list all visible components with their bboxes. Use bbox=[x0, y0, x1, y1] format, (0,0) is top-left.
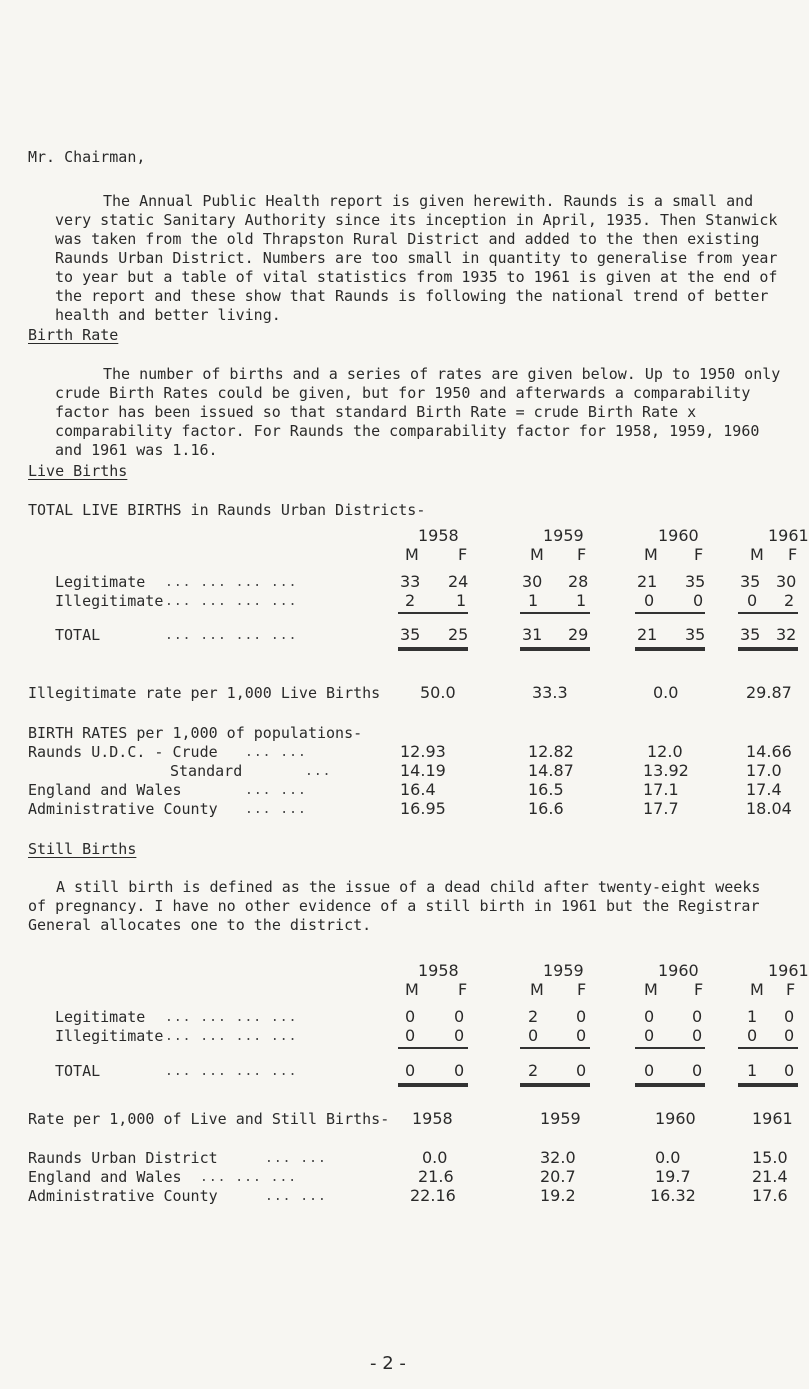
rate-standard-1961: 17.0 bbox=[746, 761, 782, 780]
sb-rate-ac-1961: 17.6 bbox=[752, 1186, 788, 1205]
sb-illegit-1961-m: 0 bbox=[747, 1026, 758, 1045]
sb-sex-m: M bbox=[405, 980, 419, 999]
lb-legit-1959-m: 30 bbox=[522, 572, 543, 591]
lb-sex-m: M bbox=[750, 545, 764, 564]
sb-total-1959-f: 0 bbox=[576, 1061, 587, 1080]
rate-admin-county-label: Administrative County bbox=[28, 800, 218, 818]
sb-legit-1960-m: 0 bbox=[644, 1007, 655, 1026]
sb-illegit-1961-f: 0 bbox=[784, 1026, 795, 1045]
sb-legit-1961-f: 0 bbox=[784, 1007, 795, 1026]
double-underline bbox=[398, 1083, 468, 1087]
leader-dots: ... ... ... bbox=[200, 1170, 298, 1185]
leader-dots: ... ... bbox=[245, 745, 307, 760]
lb-sex-m: M bbox=[405, 545, 419, 564]
sb-sex-f: F bbox=[694, 980, 704, 999]
lb-sex-m: M bbox=[530, 545, 544, 564]
leader-dots: ... ... ... ... bbox=[165, 1010, 298, 1025]
lb-total-1961-f: 32 bbox=[776, 625, 797, 644]
lb-illegit-1961-f: 2 bbox=[784, 591, 795, 610]
lb-total-1960-m: 21 bbox=[637, 625, 658, 644]
lb-row-illegitimate-label: Illegitimate bbox=[55, 592, 164, 610]
lb-total-1958-m: 35 bbox=[400, 625, 421, 644]
sb-rate-ew-1959: 20.7 bbox=[540, 1167, 576, 1186]
lb-total-1959-m: 31 bbox=[522, 625, 543, 644]
lb-legit-1958-f: 24 bbox=[448, 572, 469, 591]
sb-legit-1960-f: 0 bbox=[692, 1007, 703, 1026]
sb-row-illegitimate-label: Illegitimate bbox=[55, 1027, 164, 1045]
underline bbox=[398, 1047, 468, 1049]
lb-sex-f: F bbox=[788, 545, 798, 564]
double-underline bbox=[635, 1083, 705, 1087]
sb-rate-ac-label: Administrative County bbox=[28, 1187, 218, 1205]
lb-illegit-rate-1958: 50.0 bbox=[420, 683, 456, 702]
lb-illegit-1959-f: 1 bbox=[576, 591, 587, 610]
double-underline bbox=[398, 647, 468, 651]
rate-england-wales-label: England and Wales bbox=[28, 781, 182, 799]
sb-rate-year-1958: 1958 bbox=[412, 1109, 453, 1128]
sb-sex-m: M bbox=[644, 980, 658, 999]
leader-dots: ... ... ... ... bbox=[165, 1029, 298, 1044]
sb-rate-ew-1958: 21.6 bbox=[418, 1167, 454, 1186]
underline bbox=[520, 1047, 590, 1049]
leader-dots: ... ... bbox=[245, 802, 307, 817]
sb-legit-1961-m: 1 bbox=[747, 1007, 758, 1026]
sb-total-1961-f: 0 bbox=[784, 1061, 795, 1080]
sb-sex-m: M bbox=[530, 980, 544, 999]
still-births-paragraph: A still birth is defined as the issue of a dead child after twenty-eight weeks of pregnancy. I have no other evidence of a still birth in 1961 but the Registrar General allocates one to the district. bbox=[28, 878, 761, 934]
lb-legit-1961-m: 35 bbox=[740, 572, 761, 591]
sb-sex-f: F bbox=[458, 980, 468, 999]
rate-ew-1959: 16.5 bbox=[528, 780, 564, 799]
rate-crude-1960: 12.0 bbox=[647, 742, 683, 761]
underline bbox=[738, 612, 798, 614]
leader-dots: ... ... ... ... bbox=[165, 628, 298, 643]
sb-total-label: TOTAL bbox=[55, 1062, 101, 1080]
leader-dots: ... bbox=[305, 764, 332, 779]
lb-illegit-rate-label: Illegitimate rate per 1,000 Live Births bbox=[28, 684, 381, 702]
sb-total-1960-m: 0 bbox=[644, 1061, 655, 1080]
rate-ac-1961: 18.04 bbox=[746, 799, 792, 818]
sb-total-1959-m: 2 bbox=[528, 1061, 539, 1080]
sb-illegit-1959-f: 0 bbox=[576, 1026, 587, 1045]
rate-raunds-crude-label: Raunds U.D.C. - Crude bbox=[28, 743, 218, 761]
birth-rate-heading: Birth Rate bbox=[28, 326, 119, 344]
sb-legit-1958-f: 0 bbox=[454, 1007, 465, 1026]
lb-illegit-rate-1961: 29.87 bbox=[746, 683, 792, 702]
lb-illegit-1960-f: 0 bbox=[693, 591, 704, 610]
sb-sex-m: M bbox=[750, 980, 764, 999]
lb-illegit-rate-1960: 0.0 bbox=[653, 683, 679, 702]
double-underline bbox=[738, 647, 798, 651]
leader-dots: ... ... bbox=[265, 1189, 327, 1204]
rate-standard-label: Standard bbox=[170, 762, 243, 780]
lb-row-legitimate-label: Legitimate bbox=[55, 573, 146, 591]
sb-rate-year-1961: 1961 bbox=[752, 1109, 793, 1128]
rate-ew-1961: 17.4 bbox=[746, 780, 782, 799]
sb-total-1961-m: 1 bbox=[747, 1061, 758, 1080]
sb-sex-f: F bbox=[786, 980, 796, 999]
sb-row-legitimate-label: Legitimate bbox=[55, 1008, 146, 1026]
rate-ac-1958: 16.95 bbox=[400, 799, 446, 818]
rate-crude-1959: 12.82 bbox=[528, 742, 574, 761]
lb-total-label: TOTAL bbox=[55, 626, 101, 644]
lb-legit-1960-m: 21 bbox=[637, 572, 658, 591]
underline bbox=[398, 612, 468, 614]
sb-illegit-1960-m: 0 bbox=[644, 1026, 655, 1045]
sb-rate-raunds-1961: 15.0 bbox=[752, 1148, 788, 1167]
rate-ac-1960: 17.7 bbox=[643, 799, 679, 818]
page-number: - 2 - bbox=[370, 1353, 406, 1374]
sb-rate-raunds-1958: 0.0 bbox=[422, 1148, 448, 1167]
lb-illegit-1959-m: 1 bbox=[528, 591, 539, 610]
sb-total-1958-m: 0 bbox=[405, 1061, 416, 1080]
rate-ac-1959: 16.6 bbox=[528, 799, 564, 818]
underline bbox=[635, 1047, 705, 1049]
rate-crude-1961: 14.66 bbox=[746, 742, 792, 761]
lb-year-1958: 1958 bbox=[418, 526, 459, 545]
sb-rate-year-1959: 1959 bbox=[540, 1109, 581, 1128]
sb-year-1959: 1959 bbox=[543, 961, 584, 980]
sb-rate-ew-1960: 19.7 bbox=[655, 1167, 691, 1186]
sb-rate-year-1960: 1960 bbox=[655, 1109, 696, 1128]
sb-legit-1958-m: 0 bbox=[405, 1007, 416, 1026]
lb-illegit-rate-1959: 33.3 bbox=[532, 683, 568, 702]
lb-legit-1961-f: 30 bbox=[776, 572, 797, 591]
live-births-heading: Live Births bbox=[28, 462, 128, 480]
salutation: Mr. Chairman, bbox=[28, 148, 146, 166]
lb-illegit-1960-m: 0 bbox=[644, 591, 655, 610]
rate-ew-1960: 17.1 bbox=[643, 780, 679, 799]
double-underline bbox=[520, 1083, 590, 1087]
lb-legit-1960-f: 35 bbox=[685, 572, 706, 591]
sb-rate-ac-1960: 16.32 bbox=[650, 1186, 696, 1205]
sb-illegit-1958-m: 0 bbox=[405, 1026, 416, 1045]
lb-illegit-1961-m: 0 bbox=[747, 591, 758, 610]
lb-total-1959-f: 29 bbox=[568, 625, 589, 644]
sb-rate-raunds-label: Raunds Urban District bbox=[28, 1149, 218, 1167]
underline bbox=[520, 612, 590, 614]
rate-ew-1958: 16.4 bbox=[400, 780, 436, 799]
rate-standard-1959: 14.87 bbox=[528, 761, 574, 780]
lb-total-1961-m: 35 bbox=[740, 625, 761, 644]
leader-dots: ... ... bbox=[245, 783, 307, 798]
lb-legit-1958-m: 33 bbox=[400, 572, 421, 591]
leader-dots: ... ... bbox=[265, 1151, 327, 1166]
live-births-table-title: TOTAL LIVE BIRTHS in Raunds Urban Districts- bbox=[28, 501, 426, 519]
birth-rates-title: BIRTH RATES per 1,000 of populations- bbox=[28, 724, 363, 742]
sb-illegit-1959-m: 0 bbox=[528, 1026, 539, 1045]
lb-illegit-1958-m: 2 bbox=[405, 591, 416, 610]
sb-rate-raunds-1959: 32.0 bbox=[540, 1148, 576, 1167]
sb-rate-raunds-1960: 0.0 bbox=[655, 1148, 681, 1167]
lb-year-1960: 1960 bbox=[658, 526, 699, 545]
rate-standard-1960: 13.92 bbox=[643, 761, 689, 780]
sb-illegit-1960-f: 0 bbox=[692, 1026, 703, 1045]
sb-legit-1959-m: 2 bbox=[528, 1007, 539, 1026]
lb-total-1960-f: 35 bbox=[685, 625, 706, 644]
leader-dots: ... ... ... ... bbox=[165, 575, 298, 590]
rate-crude-1958: 12.93 bbox=[400, 742, 446, 761]
double-underline bbox=[635, 647, 705, 651]
sb-year-1961: 1961 bbox=[768, 961, 809, 980]
lb-sex-f: F bbox=[694, 545, 704, 564]
rate-standard-1958: 14.19 bbox=[400, 761, 446, 780]
sb-legit-1959-f: 0 bbox=[576, 1007, 587, 1026]
sb-sex-f: F bbox=[577, 980, 587, 999]
lb-sex-m: M bbox=[644, 545, 658, 564]
sb-rate-title: Rate per 1,000 of Live and Still Births- bbox=[28, 1110, 390, 1128]
double-underline bbox=[738, 1083, 798, 1087]
leader-dots: ... ... ... ... bbox=[165, 594, 298, 609]
still-births-heading: Still Births bbox=[28, 840, 137, 858]
sb-rate-ew-1961: 21.4 bbox=[752, 1167, 788, 1186]
lb-illegit-1958-f: 1 bbox=[456, 591, 467, 610]
sb-total-1960-f: 0 bbox=[692, 1061, 703, 1080]
sb-illegit-1958-f: 0 bbox=[454, 1026, 465, 1045]
underline bbox=[738, 1047, 798, 1049]
sb-rate-ew-label: England and Wales bbox=[28, 1168, 182, 1186]
lb-year-1961: 1961 bbox=[768, 526, 809, 545]
leader-dots: ... ... ... ... bbox=[165, 1064, 298, 1079]
sb-rate-ac-1959: 19.2 bbox=[540, 1186, 576, 1205]
birth-rate-paragraph: The number of births and a series of rates are given below. Up to 1950 only crude Birth Rates could be given, but for 1950 and afterwards a comparability factor has been issued so that standard Birth Rate = crude Birth Rate x comparability factor. For Raunds the comparability factor for 1958, 1959, 1960 and 1961 was 1.16. bbox=[55, 365, 781, 459]
lb-year-1959: 1959 bbox=[543, 526, 584, 545]
lb-sex-f: F bbox=[577, 545, 587, 564]
double-underline bbox=[520, 647, 590, 651]
underline bbox=[635, 612, 705, 614]
lb-sex-f: F bbox=[458, 545, 468, 564]
sb-total-1958-f: 0 bbox=[454, 1061, 465, 1080]
sb-year-1960: 1960 bbox=[658, 961, 699, 980]
sb-rate-ac-1958: 22.16 bbox=[410, 1186, 456, 1205]
intro-paragraph: The Annual Public Health report is given herewith. Raunds is a small and very static Sanitary Authority since its inception in April, 1935. Then Stanwick was taken from the old Thrapston Rural District and added to the then existing Raunds Urban District. Numbers are too small in quantity to generalise from year to year but a table of vital statistics from 1935 to 1961 is given at the end of the report and these show that Raunds is following the national trend of better health and better living. bbox=[55, 192, 778, 324]
lb-total-1958-f: 25 bbox=[448, 625, 469, 644]
sb-year-1958: 1958 bbox=[418, 961, 459, 980]
lb-legit-1959-f: 28 bbox=[568, 572, 589, 591]
